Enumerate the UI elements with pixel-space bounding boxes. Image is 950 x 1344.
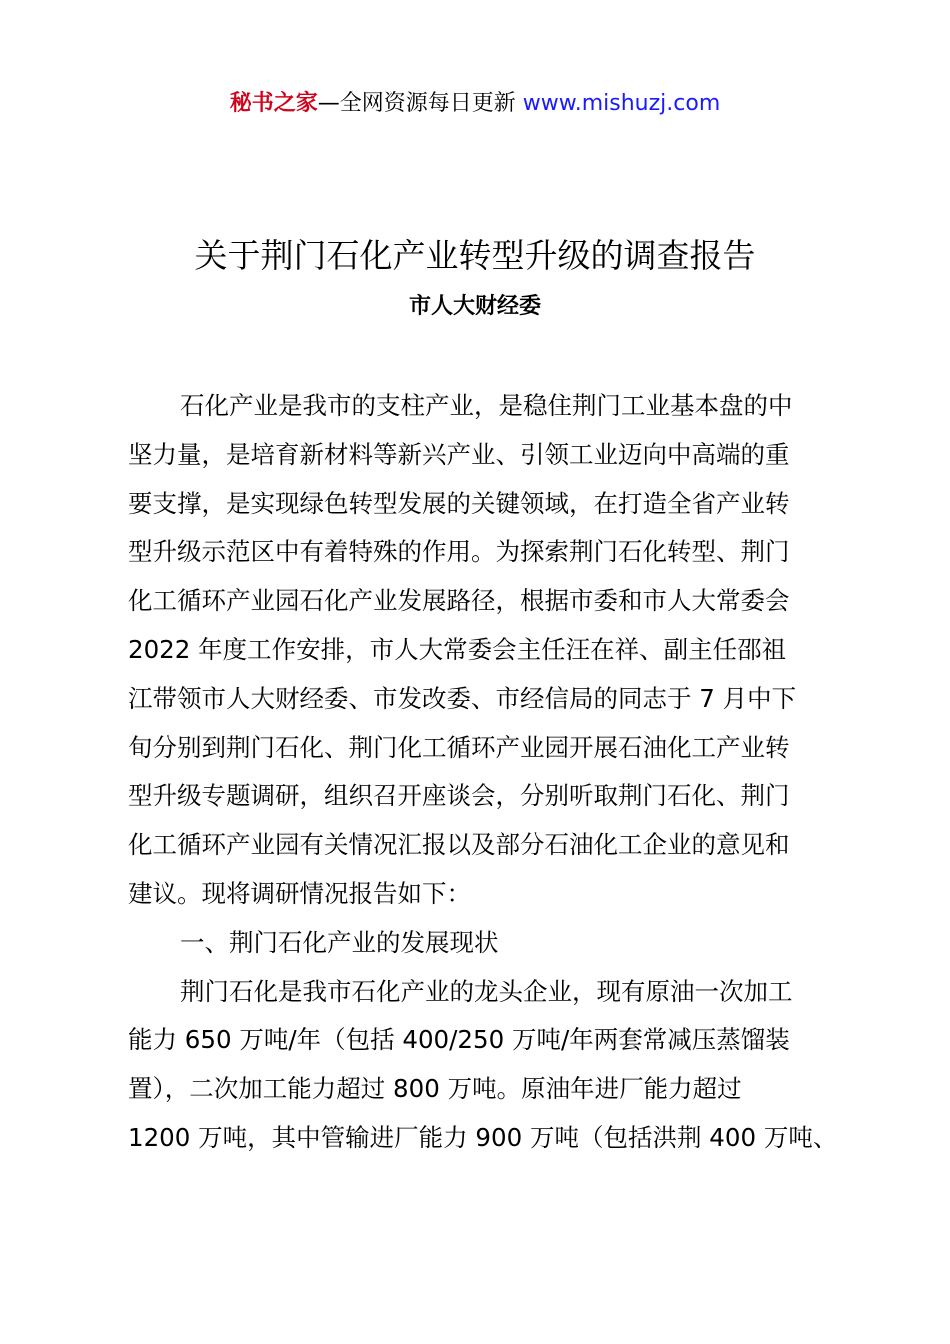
paragraph-line: 化工循环产业园石化产业发展路径，根据市委和市人大常委会	[128, 586, 790, 616]
site-header	[0, 88, 950, 120]
paragraph-line: 江带领市人大财经委、市发改委、市经信局的同志于 7 月中下	[128, 683, 797, 713]
section-heading: 一、荆门石化产业的发展现状	[180, 927, 499, 957]
paragraph-line: 要支撑，是实现绿色转型发展的关键领域，在打造全省产业转	[128, 488, 790, 518]
paragraph-line: 旬分别到荆门石化、荆门化工循环产业园开展石油化工产业转	[128, 732, 790, 762]
document-title: 关于荆门石化产业转型升级的调查报告	[194, 236, 756, 275]
paragraph-line: 化工循环产业园有关情况汇报以及部分石油化工企业的意见和	[128, 830, 790, 860]
paragraph-line: 置），二次加工能力超过 800 万吨。原油年进厂能力超过	[128, 1074, 742, 1104]
paragraph-line: 荆门石化是我市石化产业的龙头企业，现有原油一次加工	[180, 976, 793, 1006]
paragraph-line: 坚力量，是培育新材料等新兴产业、引领工业迈向中高端的重	[128, 439, 790, 469]
site-tagline: —全网资源每日更新	[317, 91, 516, 116]
document-author: 市人大财经委	[408, 294, 541, 319]
site-brand: 秘书之家	[229, 91, 318, 116]
paragraph-line: 建议。现将调研情况报告如下：	[128, 878, 471, 908]
paragraph-line: 型升级示范区中有着特殊的作用。为探索荆门石化转型、荆门	[128, 537, 790, 567]
paragraph-line: 能力 650 万吨/年（包括 400/250 万吨/年两套常减压蒸馏装	[128, 1025, 790, 1055]
paragraph-line: 1200 万吨，其中管输进厂能力 900 万吨（包括洪荆 400 万吨、	[128, 1122, 838, 1152]
site-url-link[interactable]: www.mishuzj.com	[522, 91, 721, 116]
paragraph-line: 石化产业是我市的支柱产业，是稳住荆门工业基本盘的中	[180, 391, 793, 420]
document-body	[128, 386, 838, 1167]
paragraph-line: 2022 年度工作安排，市人大常委会主任汪在祥、副主任邵祖	[128, 634, 787, 664]
paragraph-line: 型升级专题调研，组织召开座谈会，分别听取荆门石化、荆门	[128, 781, 790, 811]
